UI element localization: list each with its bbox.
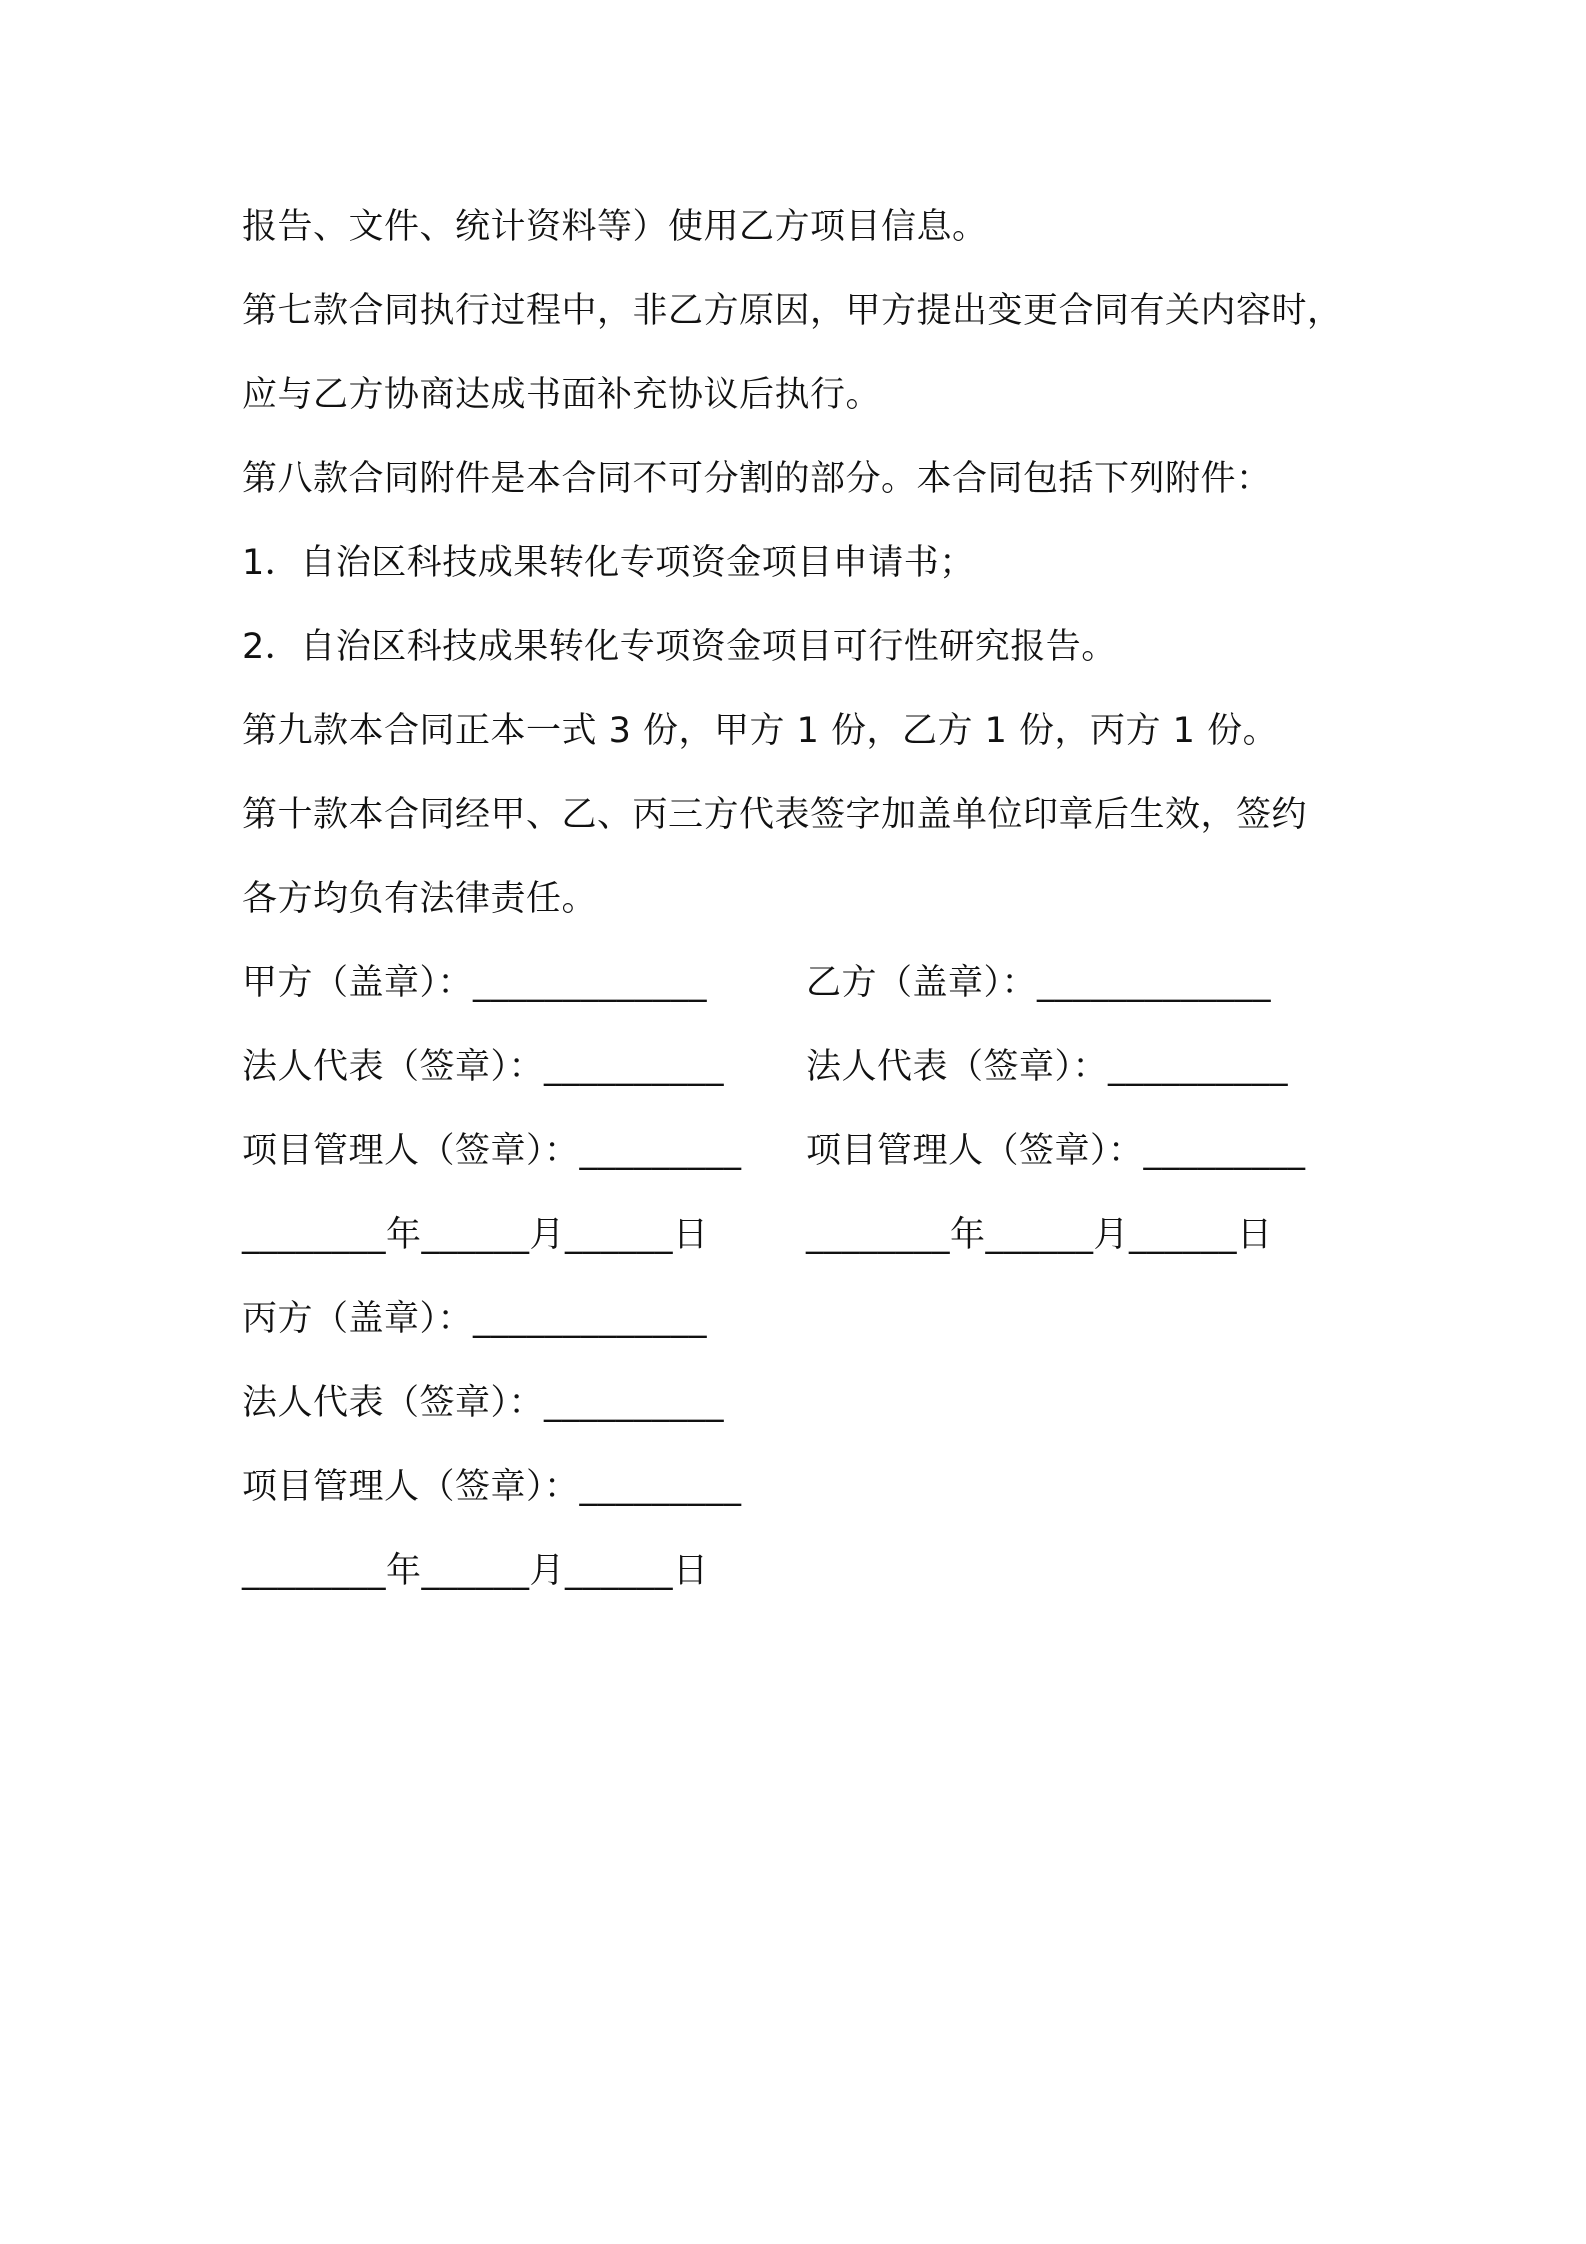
party-b-date: ________年______月______日 — [806, 1215, 1273, 1255]
party-b-seal: 乙方（盖章）：_____________ — [806, 963, 1272, 1003]
party-a-seal: 甲方（盖章）：_____________ — [242, 963, 708, 1003]
party-a-manager: 项目管理人（签章）：_________ — [242, 1131, 742, 1171]
article-7-line-2: 应与乙方协商达成书面补充协议后执行。 — [242, 375, 882, 415]
article-10-line-1: 第十款本合同经甲、乙、丙三方代表签字加盖单位印章后生效，签约 — [242, 795, 1308, 835]
party-c-date: ________年______月______日 — [242, 1551, 709, 1591]
party-c-legal-rep: 法人代表（签章）：__________ — [242, 1383, 725, 1423]
attachment-1: 1．自治区科技成果转化专项资金项目申请书； — [242, 543, 975, 583]
party-a-legal-rep: 法人代表（签章）：__________ — [242, 1047, 725, 1087]
party-b-manager: 项目管理人（签章）：_________ — [806, 1131, 1306, 1171]
article-8: 第八款合同附件是本合同不可分割的部分。本合同包括下列附件： — [242, 459, 1272, 499]
attachment-2: 2．自治区科技成果转化专项资金项目可行性研究报告。 — [242, 627, 1117, 667]
party-c-manager: 项目管理人（签章）：_________ — [242, 1467, 742, 1507]
article-10-line-2: 各方均负有法律责任。 — [242, 879, 598, 919]
paragraph-info-usage: 报告、文件、统计资料等）使用乙方项目信息。 — [242, 207, 988, 247]
article-7-line-1: 第七款合同执行过程中，非乙方原因，甲方提出变更合同有关内容时， — [242, 291, 1343, 331]
party-b-legal-rep: 法人代表（签章）：__________ — [806, 1047, 1289, 1087]
article-9: 第九款本合同正本一式 3 份，甲方 1 份，乙方 1 份，丙方 1 份。 — [242, 711, 1279, 751]
party-a-date: ________年______月______日 — [242, 1215, 709, 1255]
party-c-seal: 丙方（盖章）：_____________ — [242, 1299, 708, 1339]
